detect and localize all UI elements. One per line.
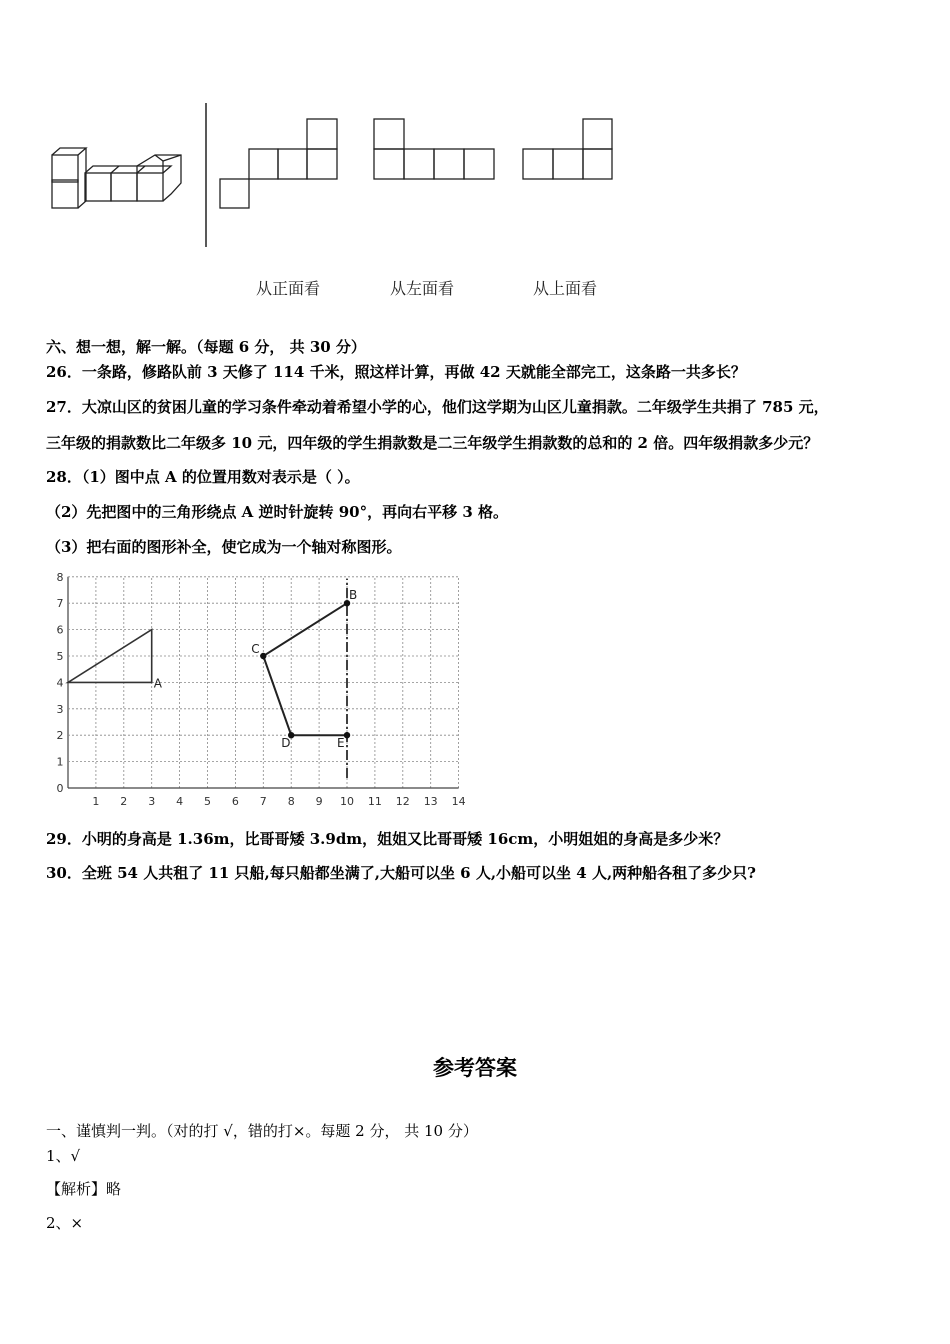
y-tick-label: 6: [56, 623, 64, 637]
x-tick-label: 1: [92, 795, 100, 808]
question-29: 29．小明的身高是 1.36m，比哥哥矮 3.9dm，姐姐又比哥哥矮 16cm，小明姐姐的身高是多少米？: [46, 830, 729, 848]
front-view-label: 从正面看: [256, 279, 321, 298]
question-28-part2: （2）先把图中的三角形绕点 A 逆时针旋转 90°，再向右平移 3 格。: [46, 503, 508, 521]
answer-1-analysis: 【解析】略: [46, 1180, 122, 1198]
x-tick-label: 13: [423, 795, 438, 808]
three-view-figure: [40, 95, 640, 255]
answer-2: 2、×: [46, 1214, 84, 1232]
coordinate-grid-figure: [50, 566, 480, 811]
y-tick-label: 1: [56, 755, 64, 769]
answer-1: 1、√: [46, 1147, 81, 1165]
question-30: 30．全班 54 人共租了 11 只船,每只船都坐满了,大船可以坐 6 人,小船可以坐 4 人,两种船各租了多少只?: [46, 864, 756, 882]
x-tick-label: 7: [259, 795, 267, 808]
answers-title: 参考答案: [433, 1056, 517, 1080]
y-tick-label: 4: [56, 676, 64, 690]
x-tick-label: 4: [176, 795, 184, 808]
left-view-drawing: [374, 119, 494, 179]
x-tick-label: 14: [451, 795, 466, 808]
y-tick-label: 7: [56, 597, 64, 611]
top-view-drawing: [523, 119, 612, 179]
x-tick-label: 6: [231, 795, 239, 808]
x-tick-label: 5: [204, 795, 211, 808]
y-tick-label: 3: [56, 702, 64, 716]
question-28-part1: 28．（1）图中点 A 的位置用数对表示是（ ）。: [46, 468, 360, 486]
y-tick-label: 8: [56, 570, 64, 584]
point-d-label: D: [281, 736, 291, 751]
point-c-dot: [260, 653, 266, 659]
answers-section1-heading: 一、谨慎判一判。（对的打 √，错的打×。每题 2 分， 共 10 分）: [46, 1122, 478, 1140]
question-27-line2: 三年级的捐款数比二年级多 10 元，四年级的学生捐款数是二三年级学生捐款数的总和的 2 倍。四年级捐款多少元？: [46, 434, 819, 452]
x-tick-label: 2: [120, 795, 128, 808]
x-tick-label: 11: [367, 795, 382, 808]
x-tick-label: 8: [287, 795, 295, 808]
top-view-label: 从上面看: [533, 279, 598, 298]
partial-figure-line: [263, 603, 347, 735]
question-26: 26．一条路，修路队前 3 天修了 114 千米，照这样计算，再做 42 天就能全部完工，这条路一共多长？: [46, 363, 746, 381]
y-tick-label: 5: [56, 650, 64, 663]
x-tick-label: 3: [148, 795, 156, 808]
grid-shapes: [68, 579, 357, 778]
section6-heading: 六、想一想，解一解。（每题 6 分， 共 30 分）: [46, 338, 366, 356]
y-tick-label: 2: [56, 729, 64, 743]
y-tick-label: 0: [56, 782, 64, 795]
question-28-part3: （3）把右面的图形补全，使它成为一个轴对称图形。: [46, 538, 402, 556]
point-b-label: B: [349, 588, 358, 603]
question-27-line1: 27．大凉山区的贫困儿童的学习条件牵动着希望小学的心，他们这学期为山区儿童捐款。二年级学生共捐了 785 元，: [46, 398, 829, 416]
point-e-label: E: [337, 736, 345, 751]
x-tick-label: 10: [340, 795, 354, 808]
point-e-dot: [344, 732, 350, 738]
x-tick-label: 9: [315, 795, 323, 808]
point-c-label: C: [251, 642, 260, 656]
x-tick-label: 12: [395, 795, 410, 808]
grid-tick-labels: [57, 571, 466, 808]
cube-stack-drawing: [52, 148, 181, 208]
point-a-label: A: [153, 676, 162, 691]
left-view-label: 从左面看: [390, 279, 455, 298]
front-view-drawing: [220, 119, 337, 208]
